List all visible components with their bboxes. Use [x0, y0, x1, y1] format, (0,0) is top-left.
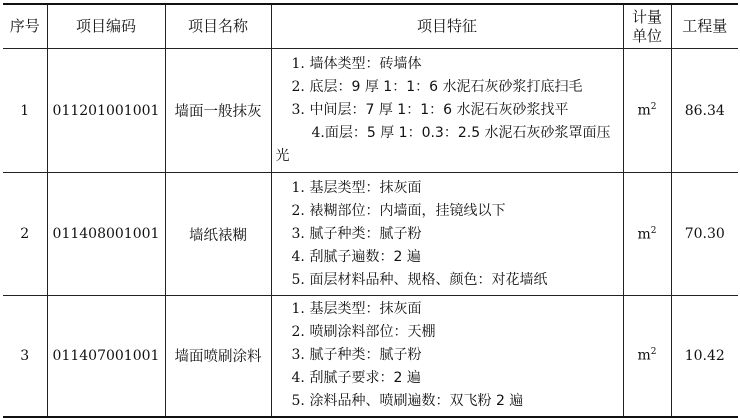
header-unit — [623, 4, 671, 49]
feature-index: 1. — [291, 301, 305, 318]
row-unit — [623, 296, 671, 417]
row-unit — [623, 173, 671, 296]
feature-index: 3. — [291, 347, 305, 364]
feature-text: 裱糊部位：内墙面，挂镜线以下 — [309, 202, 506, 219]
row-quantity: 86.34 — [671, 49, 738, 173]
header-features: 项目特征 — [271, 4, 623, 49]
row-code: 011407001001 — [47, 296, 165, 417]
row-seq: 2 — [3, 173, 47, 296]
feature-item — [276, 246, 621, 269]
feature-text: 刮腻子遍数：2 遍 — [309, 248, 421, 265]
feature-text: 基层类型：抹灰面 — [309, 179, 422, 196]
feature-text: 面层：5 厚 1：0.3：2.5 水泥石灰砂浆罩面压光 — [275, 125, 611, 164]
feature-item — [276, 76, 621, 99]
feature-index: 2. — [291, 202, 305, 219]
feature-item — [276, 269, 621, 292]
table-header-row — [3, 4, 738, 49]
header-quantity: 工程量 — [671, 4, 738, 49]
unit-base: m — [637, 226, 651, 243]
feature-index: 2. — [291, 324, 305, 341]
header-unit-line1: 计量 — [631, 7, 662, 26]
unit-superscript: 2 — [650, 225, 657, 236]
row-unit — [623, 49, 671, 173]
header-code: 项目编码 — [47, 4, 165, 49]
feature-text: 腻子种类：腻子粉 — [309, 225, 422, 242]
table-row — [3, 296, 738, 417]
feature-item — [276, 200, 621, 223]
feature-index: 1. — [291, 179, 305, 196]
feature-item — [276, 223, 621, 246]
feature-index: 4. — [311, 125, 325, 141]
unit-superscript: 2 — [650, 102, 657, 113]
row-name: 墙纸裱糊 — [165, 173, 271, 296]
row-code: 011201001001 — [47, 49, 165, 173]
feature-index: 3. — [291, 225, 305, 242]
unit-base: m — [637, 102, 651, 119]
row-seq: 1 — [3, 49, 47, 173]
feature-item — [276, 367, 621, 390]
feature-text: 刮腻子要求：2 遍 — [309, 370, 421, 387]
row-features — [271, 173, 623, 296]
feature-index: 4. — [291, 248, 305, 265]
feature-text: 喷刷涂料部位：天棚 — [309, 324, 436, 341]
feature-text: 涂料品种、喷刷遍数：双飞粉 2 遍 — [309, 393, 524, 410]
feature-list — [276, 298, 621, 413]
feature-text: 面层材料品种、规格、颜色：对花墙纸 — [309, 271, 548, 288]
row-seq: 3 — [3, 296, 47, 417]
row-code: 011408001001 — [47, 173, 165, 296]
feature-text: 墙体类型：砖墙体 — [309, 56, 422, 72]
feature-text: 基层类型：抹灰面 — [309, 301, 422, 318]
header-name: 项目名称 — [165, 4, 271, 49]
table-row — [3, 49, 738, 173]
feature-item — [276, 321, 621, 344]
header-unit-line2: 单位 — [631, 26, 662, 45]
feature-text: 中间层：7 厚 1：1：6 水泥石灰砂浆找平 — [309, 102, 569, 118]
row-quantity: 10.42 — [671, 296, 738, 417]
feature-index: 1. — [291, 56, 305, 72]
feature-item — [260, 122, 621, 168]
feature-index: 5. — [291, 393, 305, 410]
feature-item — [276, 53, 621, 76]
row-features — [271, 296, 623, 417]
feature-item — [276, 298, 621, 321]
feature-item — [276, 390, 621, 413]
feature-item — [276, 344, 621, 367]
feature-text: 腻子种类：腻子粉 — [309, 347, 422, 364]
unit-superscript: 2 — [650, 347, 657, 358]
feature-text: 底层：9 厚 1：1：6 水泥石灰砂浆打底扫毛 — [309, 79, 583, 95]
feature-index: 2. — [291, 79, 305, 95]
unit-base: m — [637, 348, 651, 365]
row-name: 墙面一般抹灰 — [165, 49, 271, 173]
feature-item — [276, 99, 621, 122]
table-row — [3, 173, 738, 296]
row-name: 墙面喷刷涂料 — [165, 296, 271, 417]
feature-list — [276, 53, 621, 168]
feature-item — [276, 177, 621, 200]
row-features — [271, 49, 623, 173]
feature-index: 5. — [291, 271, 305, 288]
header-seq: 序号 — [3, 4, 47, 49]
row-quantity: 70.30 — [671, 173, 738, 296]
feature-list — [276, 177, 621, 292]
feature-index: 4. — [291, 370, 305, 387]
feature-index: 3. — [291, 102, 305, 118]
bill-of-quantities-table — [3, 3, 738, 418]
